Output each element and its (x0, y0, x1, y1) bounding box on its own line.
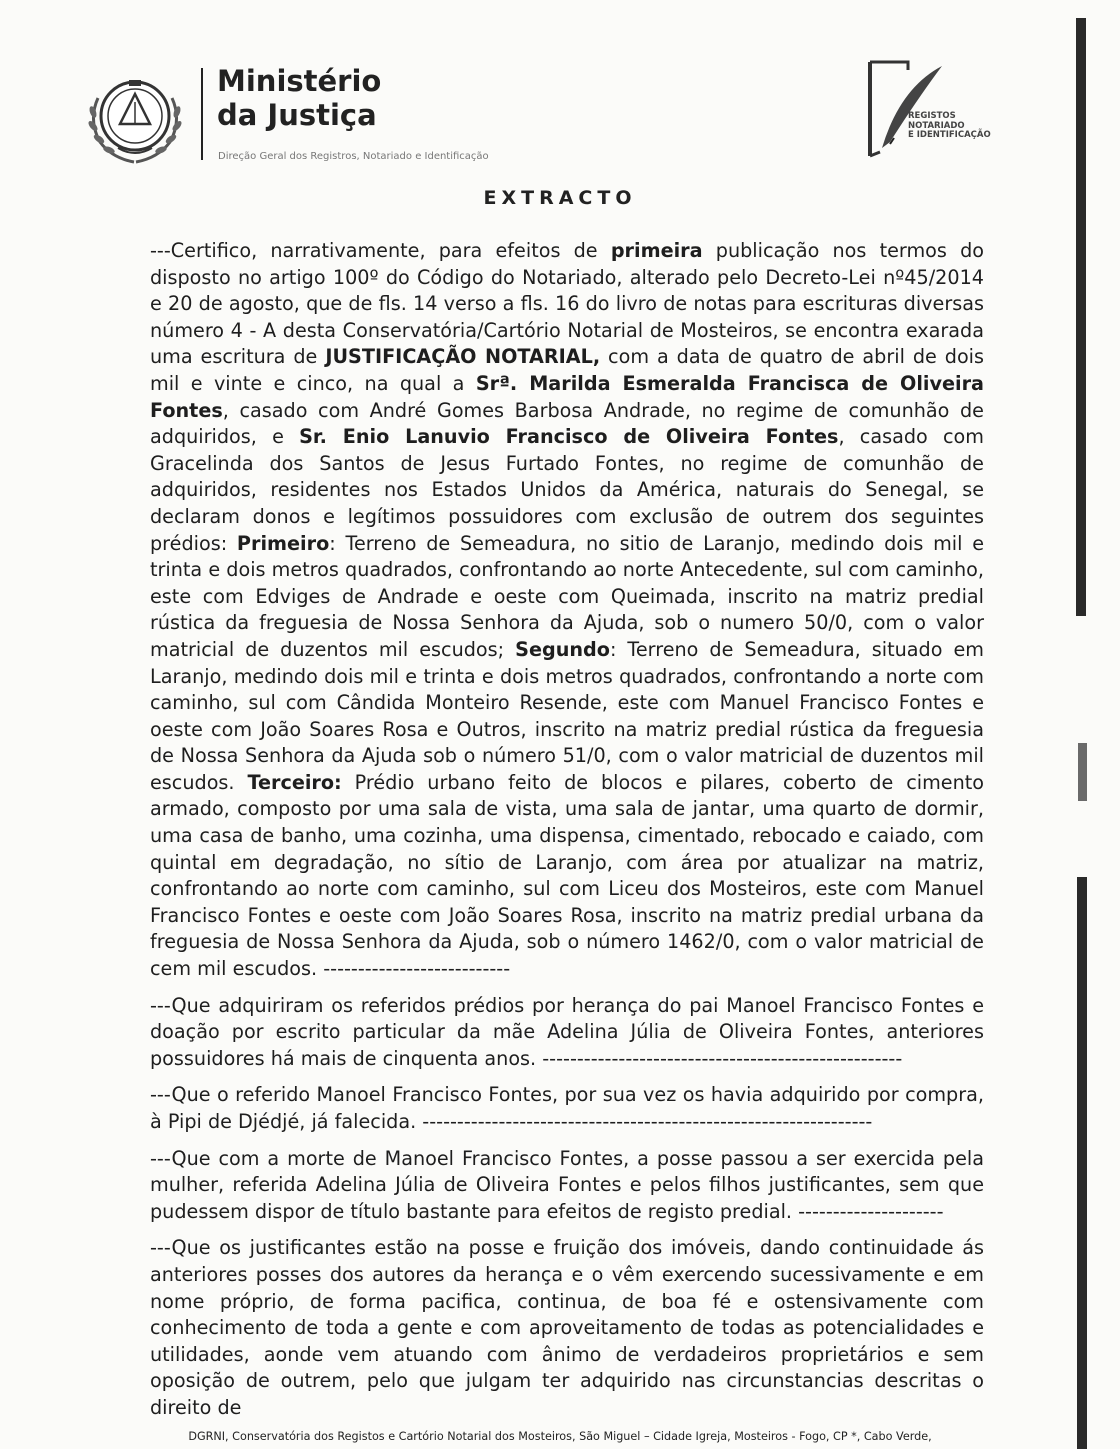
logo-text-line: NOTARIADO (908, 120, 965, 131)
bold-run: Terceiro: (247, 770, 342, 794)
text-run: com a data de quatro de abril de dois mil e vinte e cinco, na qual a (150, 345, 985, 395)
paragraph-certification (150, 238, 984, 983)
text-run: : Terreno de Semeadura, no sitio de Laranjo, medindo dois mil e trinta e dois metros quadrados, confrontando ao norte Antecedente, sul com caminho, este com Edviges de Andrade e oeste com Queimada, inscrito na matriz predial rústica da freguesia de Nossa Senhora da Ajuda, sob o numero 50/0, com o valor matricial de duzentos mil escudos; (150, 531, 984, 661)
text-run: Prédio urbano feito de blocos e pilares, coberto de cimento armado, composto por uma sala de vista, uma sala de jantar, uma quarto de dormir, uma casa de banho, uma cozinha, uma dispensa, cimentado, rebocado e caiado, com quintal em degradação, no sítio de Laranjo, com área por atualizar na matriz, confrontando ao norte com caminho, sul com Liceu dos Mosteiros, este com Manuel Francisco Fontes e oeste com João Soares Rosa, inscrito na matriz predial urbana da freguesia de Nossa Senhora da Ajuda, sob o número 1462/0, com o valor matricial de cem mil escudos. --------------------------- (150, 770, 984, 981)
document-title: EXTRACTO (483, 187, 637, 209)
scan-edge-mark (1076, 18, 1086, 616)
text-run: publicação nos termos do disposto no artigo 100º do Código do Notariado, alterado pelo Decreto-Lei nº45/2014 e 20 de agosto, que de fls. 14 verso a fls. 16 do livro de notas para escrituras diversas número 4 - A desta Conservatória/Cartório Notarial de Mosteiros, se encontra exarada uma escritura de (150, 239, 984, 369)
bold-run: primeira (610, 239, 703, 262)
ministry-line-2: da Justiça (217, 98, 377, 132)
bold-run: Primeiro (236, 531, 330, 555)
ministry-name (217, 64, 381, 132)
national-seal-icon (84, 68, 186, 166)
text-run: , casado com André Gomes Barbosa Andrade, no regime de comunhão de adquiridos, e (150, 398, 984, 449)
letterhead (84, 62, 1004, 172)
bold-run: Segundo (515, 637, 610, 661)
bold-run: JUSTIFICAÇÃO NOTARIAL, (325, 345, 601, 369)
scan-edge-mark (1077, 877, 1087, 1449)
page-footer: DGRNI, Conservatória dos Registos e Cartório Notarial dos Mosteiros, São Miguel – Cidade Igreja, Mosteiros - Fogo, CP *, Cabo Verde, (188, 1430, 932, 1443)
text-run: , casado com Gracelinda dos Santos de Jesus Furtado Fontes, no regime de comunhão de adquiridos, residentes nos Estados Unidos da América, naturais do Senegal, se declaram donos e legítimos possuidores com exclusão de outrem dos seguintes prédios: (150, 425, 984, 555)
document-body (150, 238, 984, 1432)
logo-text-line: E IDENTIFICAÇÃO (908, 130, 991, 140)
registry-logo-text (908, 112, 991, 141)
header-divider (201, 68, 203, 160)
logo-text-line: REGISTOS (908, 111, 956, 121)
bold-run: Sr. Enio Lanuvio Francisco de Oliveira Fontes (299, 425, 839, 449)
paragraph-acquisition: ---Que adquiriram os referidos prédios por herança do pai Manoel Francisco Fontes e doação por escrito particular da mãe Adelina Júlia de Oliveira Fontes, anteriores possuidores há mais de cinquenta anos. ---------------------------------------------------- (150, 993, 984, 1070)
scan-edge-mark (1078, 743, 1087, 801)
ministry-line-1: Ministério (217, 64, 382, 98)
paragraph-prior-purchase: ---Que o referido Manoel Francisco Fontes, por sua vez os havia adquirido por compra, à Pipi de Djédjé, já falecida. ----------------------------------------------------------------- (150, 1083, 984, 1133)
paragraph-current-possession: ---Que os justificantes estão na posse e fruição dos imóveis, dando continuidade ás anteriores posses dos autores da herança e o vêm exercendo sucessivamente e em nome próprio, de forma pacifica, continua, de boa fé e ostensivamente com conhecimento de toda a gente e com aproveitamento de todas as potencialidades e utilidades, aonde vem atuando com ânimo de verdadeiros proprietários e sem oposição de outrem, pelo que julgam ter adquirido nas circunstancias descritas o direito de (150, 1236, 984, 1419)
paragraph-possession-transfer: ---Que com a morte de Manoel Francisco Fontes, a posse passou a ser exercida pela mulher, referida Adelina Júlia de Oliveira Fontes e pelos filhos justificantes, sem que pudessem dispor de título bastante para efeitos de registo predial. --------------------- (150, 1146, 984, 1223)
text-run: ---Certifico, narrativamente, para efeitos de (150, 239, 611, 262)
text-run: : Terreno de Semeadura, situado em Laranjo, medindo dois mil e trinta e dois metros quadrados, confrontando a norte com caminho, sul com Cândida Monteiro Resende, este com Manuel Francisco Fontes e oeste com João Soares Rosa e Outros, inscrito na matriz predial rústica da freguesia de Nossa Senhora da Ajuda sob o número 51/0, com o valor matricial de duzentos mil escudos. (150, 637, 984, 794)
directorate-subtitle: Direção Geral dos Registros, Notariado e Identificação (218, 151, 489, 162)
bold-run: Srª. Marilda Esmeralda Francisca de Oliveira Fontes (150, 371, 985, 422)
